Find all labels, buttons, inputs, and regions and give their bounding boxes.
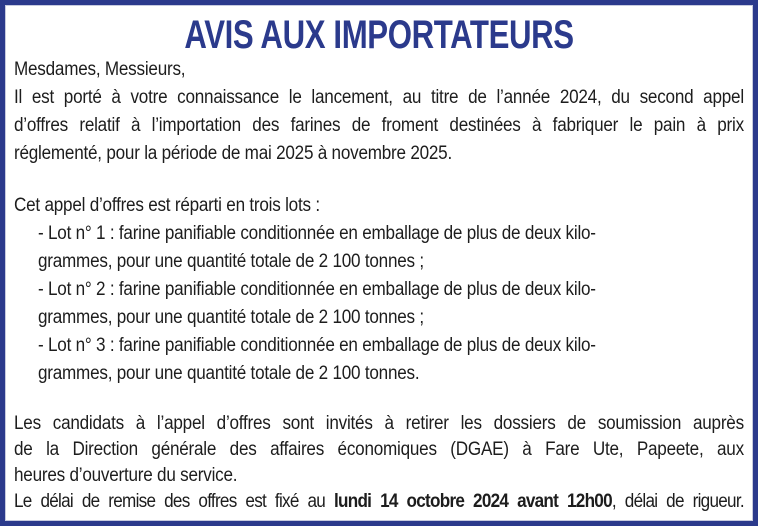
lot-2-line-1: - Lot n° 2 : farine panifiable conditionnée en emballage de plus de deux kilo- <box>38 279 596 300</box>
deadline-suffix: , délai de rigueur. <box>611 491 744 512</box>
salutation-line: Mesdames, Messieurs, <box>14 59 186 80</box>
announcement-line-1: Il est porté à votre connaissance le lancement, au titre de l’année 2024, du second appel <box>14 87 744 108</box>
announcement-line-2: d’offres relatif à l’importation des farines de froment destinées à fabriquer le pain à prix <box>14 115 744 136</box>
lot-1-line-2: grammes, pour une quantité totale de 2 100 tonnes ; <box>38 251 424 272</box>
deadline-prefix: Le délai de remise des offres est fixé au <box>14 491 334 512</box>
announcement-line-3: réglementé, pour la période de mai 2025 à novembre 2025. <box>14 143 453 164</box>
candidates-line-2: de la Direction générale des affaires économiques (DGAE) à Fare Ute, Papeete, aux <box>14 439 744 460</box>
lot-item-2 <box>14 276 744 332</box>
deadline-line <box>14 489 744 515</box>
lot-item-3 <box>14 332 744 388</box>
closing-section <box>14 411 744 515</box>
lot-item-1 <box>14 220 744 276</box>
lots-intro-line: Cet appel d’offres est réparti en trois lots : <box>14 195 320 216</box>
lot-3-line-1: - Lot n° 3 : farine panifiable conditionnée en emballage de plus de deux kilo- <box>38 335 596 356</box>
candidates-line-3: heures d’ouverture du service. <box>14 465 238 486</box>
candidates-line-1: Les candidats à l’appel d’offres sont invités à retirer les dossiers de soumission auprès <box>14 413 744 434</box>
lots-section <box>14 192 744 388</box>
lot-1-line-1: - Lot n° 1 : farine panifiable conditionnée en emballage de plus de deux kilo- <box>38 223 596 244</box>
lot-2-line-2: grammes, pour une quantité totale de 2 100 tonnes ; <box>38 307 424 328</box>
notice-title: AVIS AUX IMPORTATEURS <box>184 13 574 57</box>
deadline-date: lundi 14 octobre 2024 avant 12h00 <box>333 491 612 512</box>
announcement-paragraph <box>14 84 744 168</box>
lot-3-line-2: grammes, pour une quantité totale de 2 100 tonnes. <box>38 363 420 384</box>
